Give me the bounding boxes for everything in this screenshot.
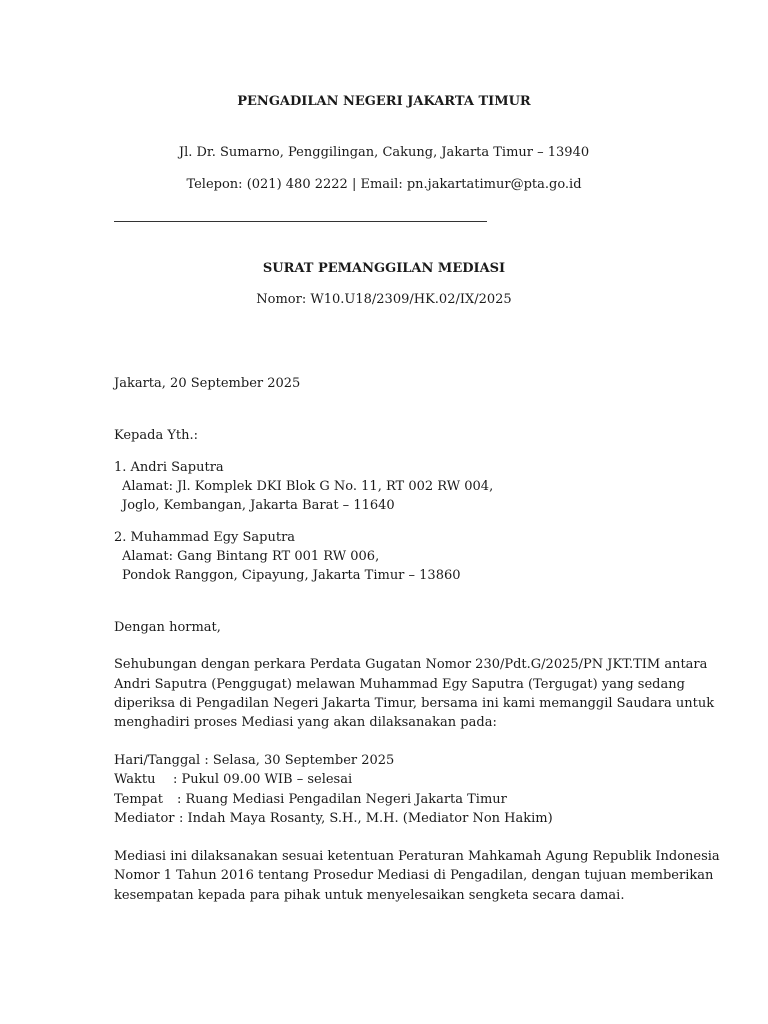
recipient-heading: Kepada Yth.: (114, 428, 199, 443)
letter-title: SURAT PEMANGGILAN MEDIASI (262, 261, 506, 276)
place-date: Jakarta, 20 September 2025 (114, 376, 301, 391)
header-divider (114, 221, 487, 222)
schedule-value: : Selasa, 30 September 2025 (200, 753, 395, 768)
body-line: Sehubungan dengan perkara Perdata Gugatan Nomor 230/Pdt.G/2025/PN JKT.TIM antara (114, 657, 708, 672)
schedule-row-date (114, 753, 394, 769)
closing-line: Mediasi ini dilaksanakan sesuai ketentuan Peraturan Mahkamah Agung Republik Indonesia (114, 849, 720, 864)
closing-line: kesempatan kepada para pihak untuk menyelesaikan sengketa secara damai. (114, 888, 625, 903)
court-contact: Telepon: (021) 480 2222 | Email: pn.jakartatimur@pta.go.id (186, 177, 582, 192)
recipient-address: Pondok Ranggon, Cipayung, Jakarta Timur – 13860 (122, 568, 461, 583)
schedule-row-place (114, 792, 507, 808)
schedule-row-time (114, 772, 352, 788)
court-address: Jl. Dr. Sumarno, Penggilingan, Cakung, Jakarta Timur – 13940 (178, 145, 590, 160)
closing-line: Nomor 1 Tahun 2016 tentang Prosedur Mediasi di Pengadilan, dengan tujuan memberikan (114, 868, 714, 883)
schedule-label: Tempat (114, 792, 163, 807)
schedule-label: Hari/Tanggal (114, 753, 201, 768)
recipient-address: Joglo, Kembangan, Jakarta Barat – 11640 (122, 498, 395, 513)
recipient-address: Alamat: Gang Bintang RT 001 RW 006, (122, 549, 380, 564)
letter-number: Nomor: W10.U18/2309/HK.02/IX/2025 (256, 292, 512, 307)
schedule-value: : Ruang Mediasi Pengadilan Negeri Jakarta Timur (177, 792, 507, 807)
body-line: Andri Saputra (Penggugat) melawan Muhammad Egy Saputra (Tergugat) yang sedang (114, 677, 685, 692)
recipient-name: 2. Muhammad Egy Saputra (114, 530, 296, 545)
recipient-name: 1. Andri Saputra (114, 460, 224, 475)
greeting: Dengan hormat, (114, 620, 221, 635)
schedule-row-mediator (114, 811, 553, 827)
court-name: PENGADILAN NEGERI JAKARTA TIMUR (237, 94, 531, 109)
schedule-label: Waktu (114, 772, 156, 787)
schedule-value: : Pukul 09.00 WIB – selesai (173, 772, 353, 787)
schedule-value: : Indah Maya Rosanty, S.H., M.H. (Mediator Non Hakim) (179, 811, 553, 826)
body-line: diperiksa di Pengadilan Negeri Jakarta Timur, bersama ini kami memanggil Saudara untuk (114, 696, 715, 711)
recipient-address: Alamat: Jl. Komplek DKI Blok G No. 11, RT 002 RW 004, (122, 479, 494, 494)
schedule-label: Mediator (114, 811, 175, 826)
body-line: menghadiri proses Mediasi yang akan dilaksanakan pada: (114, 715, 497, 730)
